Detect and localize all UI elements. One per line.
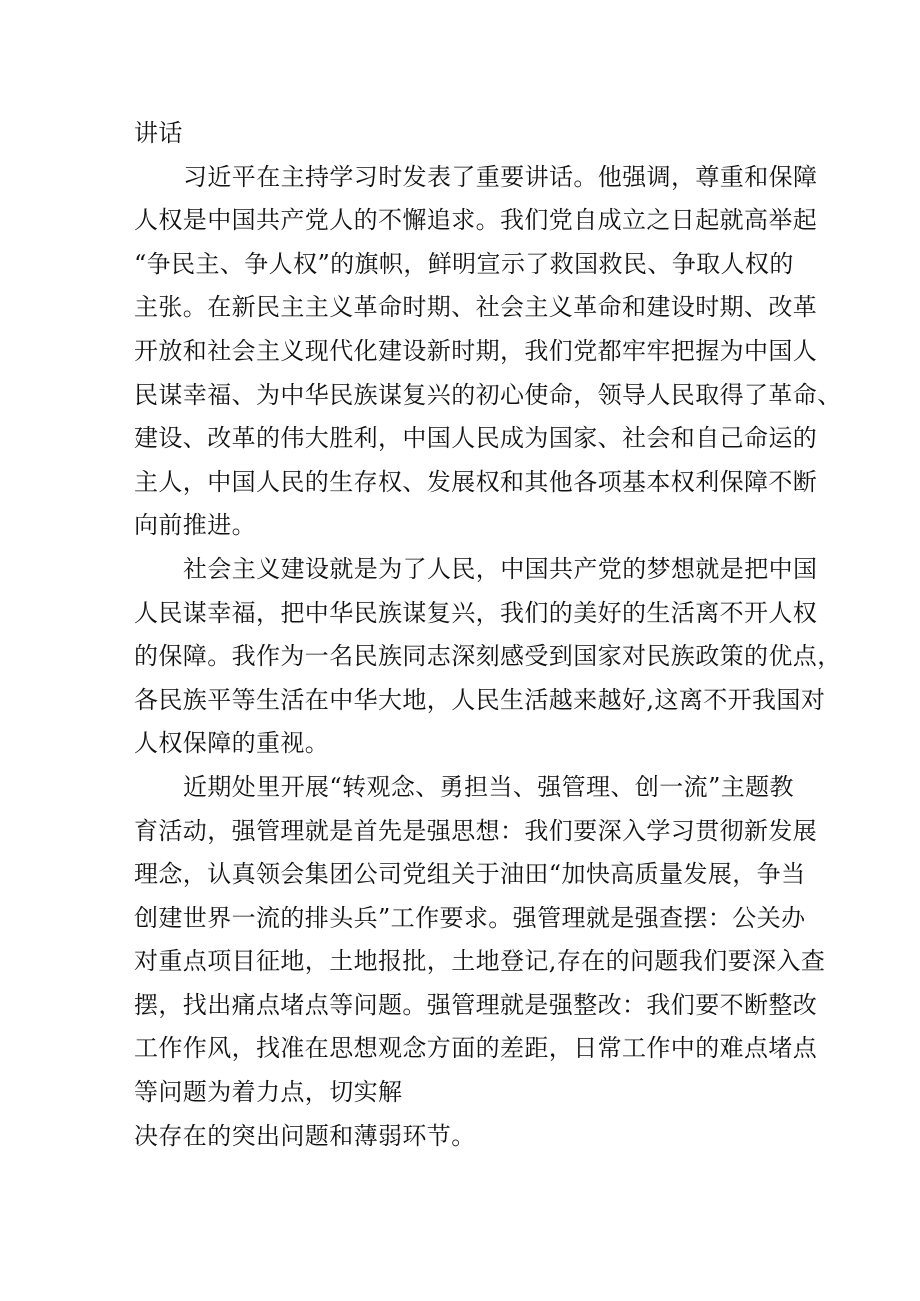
paragraph-2-line-2: 人民谋幸福，把中华民族谋复兴，我们的美好的生活离不开人权: [134, 598, 818, 627]
paragraph-3-line-6: 摆，找出痛点堵点等问题。强管理就是强整改：我们要不断整改: [134, 990, 818, 1019]
paragraph-2-line-5: 人权保障的重视。: [134, 729, 330, 758]
paragraph-3-line-8: 等问题为着力点，切实解: [134, 1078, 403, 1107]
paragraph-1-line-4: 主张。在新民主主义革命时期、社会主义革命和建设时期、改革: [134, 293, 818, 322]
paragraph-1-line-3: “争民主、争人权”的旗帜，鲜明宣示了救国救民、争取人权的: [134, 249, 794, 278]
paragraph-1-line-8: 主人，中国人民的生存权、发展权和其他各项基本权利保障不断: [134, 467, 818, 496]
paragraph-1-line-7: 建设、改革的伟大胜利，中国人民成为国家、社会和自己命运的: [134, 424, 818, 453]
paragraph-2-line-1: 社会主义建设就是为了人民，中国共产党的梦想就是把中国: [183, 554, 818, 583]
paragraph-3-line-7: 工作作风，找准在思想观念方面的差距，日常工作中的难点堵点: [134, 1034, 818, 1063]
paragraph-1-line-9: 向前推进。: [134, 511, 256, 540]
paragraph-3-line-3: 理念，认真领会集团公司党组关于油田“加快高质量发展，争当: [134, 860, 806, 889]
paragraph-1-line-6: 民谋幸福、为中华民族谋复兴的初心使命，领导人民取得了革命、: [134, 380, 842, 409]
paragraph-1-line-2: 人权是中国共产党人的不懈追求。我们党自成立之日起就高举起: [134, 206, 818, 235]
paragraph-3-line-9: 决存在的突出问题和薄弱环节。: [134, 1121, 476, 1150]
paragraph-3-line-5: 对重点项目征地，土地报批，土地登记,存在的问题我们要深入查: [134, 947, 826, 976]
document-body: [134, 112, 842, 1158]
paragraph-1-line-5: 开放和社会主义现代化建设新时期，我们党都牢牢把握为中国人: [134, 336, 818, 365]
paragraph-1-line-1: 习近平在主持学习时发表了重要讲话。他强调，尊重和保障: [183, 162, 818, 191]
paragraph-2-line-3: 的保障。我作为一名民族同志深刻感受到国家对民族政策的优点，: [134, 642, 842, 671]
heading-fragment: 讲话: [134, 119, 183, 147]
paragraph-3-line-4: 创建世界一流的排头兵”工作要求。强管理就是强查摆：公关办: [134, 903, 806, 932]
paragraph-2-line-4: 各民族平等生活在中华大地，人民生活越来越好,这离不开我国对: [134, 685, 826, 714]
paragraph-3-line-2: 育活动，强管理就是首先是强思想：我们要深入学习贯彻新发展: [134, 816, 818, 845]
paragraph-3-line-1: 近期处里开展“转观念、勇担当、强管理、创一流”主题教: [183, 772, 794, 801]
